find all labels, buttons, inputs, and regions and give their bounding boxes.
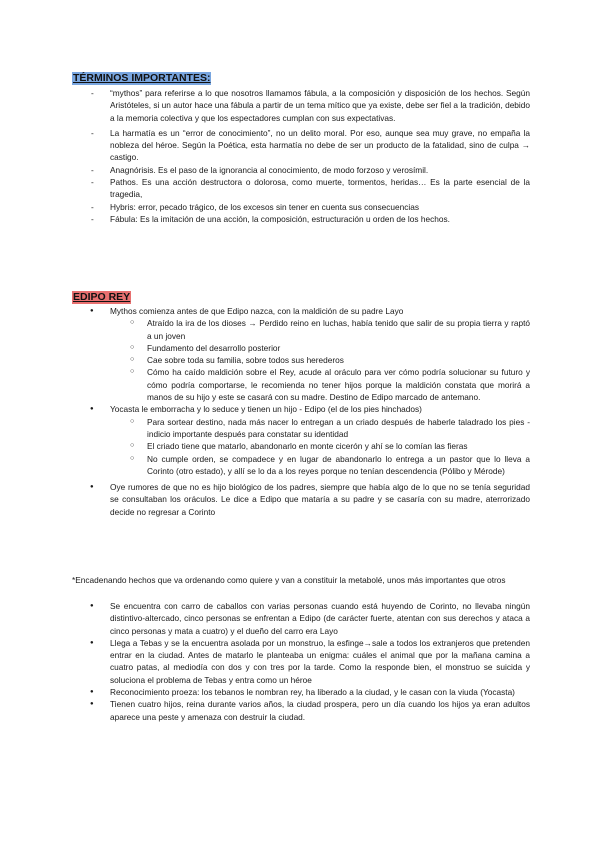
- terminos-heading: TÉRMINOS IMPORTANTES:: [73, 72, 211, 84]
- edipo-heading: EDIPO REY: [73, 291, 131, 303]
- list-item: ● Llega a Tebas y se la encuentra asolada por un monstruo, la esfinge→sale a todos los extranjeros que pretenden entrar en la ciudad. Antes de matarlo le planteaba un enigma: cuáles el animal que por la mañana camina a cuatro patas, al mediodía con dos y con tres por la tarde. Como la responde bien, el monstruo se suicida y soluciona el problema de Tebas y entra como un héroe: [72, 637, 530, 686]
- terminos-list: [72, 87, 530, 225]
- list-item: [72, 305, 530, 403]
- term-pathos: - Pathos. Es una acción destructora o dolorosa, como muerte, tormentos, heridas… Es la parte esencial de la tragedia,: [72, 176, 530, 201]
- term-fabula: - Fábula: Es la imitación de una acción, la composición, estructuración u orden de los hechos.: [72, 213, 530, 225]
- sub-item: ○ El criado tiene que matarlo, abandonarlo en monte cicerón y ahí se lo comían las fieras: [110, 440, 530, 452]
- sub-item: ○ Cae sobre toda su familia, sobre todos sus herederos: [110, 354, 530, 366]
- term-anagnorisis: - Anagnórisis. Es el paso de la ignorancia al conocimiento, de modo forzoso y verosímil.: [72, 164, 530, 176]
- edipo-sublist-1: [110, 317, 530, 403]
- sub-item: ○ Cómo ha caído maldición sobre el Rey, acude al oráculo para ver cómo podría solucionar su futuro y cómo podría comportarse, le recomienda no tener hijos porque la maldición constata que morirá a manos de su hijo y este se casará con su madre. Destino de Edipo marcado de antemano.: [110, 366, 530, 403]
- edipo-list-2: [72, 600, 530, 723]
- edipo-list-1: [72, 305, 530, 518]
- metabole-note: *Encadenando hechos que va ordenando como quiere y van a constituir la metabolé, unos más importantes que otros: [72, 575, 506, 585]
- term-mythos: - “mythos” para referirse a lo que nosotros llamamos fábula, a la composición y disposición de los hechos. Según Aristóteles, si un autor hace una fábula a partir de un tema mítico que ya existe, debe ser fiel a la tradición, debido a la memoria colectiva y que los espectadores cumplan con sus expectativas.: [72, 87, 530, 124]
- term-harmatia: - La harmatía es un “error de conocimiento”, no un delito moral. Por eso, aunque sea muy grave, no empaña la nobleza del héroe. Según la Poética, esta harmatía no debe de ser un producto de la fatalidad, sino de culpa → castigo.: [72, 127, 530, 164]
- edipo-point-mythos: Mythos comienza antes de que Edipo nazca, con la maldición de su padre Layo: [110, 306, 404, 316]
- sub-item: ○ Atraído la ira de los dioses → Perdido reino en luchas, había tenido que salir de su propia tierra y raptó a un joven: [110, 317, 530, 342]
- list-item: ● Reconocimiento proeza: los tebanos le nombran rey, ha liberado a la ciudad, y le casan con la viuda (Yocasta): [72, 686, 530, 698]
- edipo-section: [72, 305, 530, 518]
- edipo-section-2: [72, 600, 530, 723]
- terminos-section: [72, 87, 530, 225]
- term-hybris: - Hybris: error, pecado trágico, de los excesos sin tener en cuenta sus consecuencias: [72, 201, 530, 213]
- sub-item: ○ Para sortear destino, nada más nacer lo entregan a un criado después de haberle taladrado los pies - indicio importante después para constatar su identidad: [110, 416, 530, 441]
- sub-item: ○ No cumple orden, se compadece y en lugar de abandonarlo lo entrega a un pastor que lo lleva a Corinto (otro estado), y allí se lo da a los reyes porque no tenían descendencia (Pólibo y Mérode): [110, 453, 530, 478]
- edipo-sublist-2: [110, 416, 530, 477]
- list-item: [72, 403, 530, 477]
- sub-item: ○ Fundamento del desarrollo posterior: [110, 342, 530, 354]
- edipo-point-yocasta: Yocasta le emborracha y lo seduce y tienen un hijo - Edipo (el de los pies hinchados): [110, 404, 422, 415]
- list-item: ● Se encuentra con carro de caballos con varias personas cuando está huyendo de Corinto, no llevaba ningún distintivo-altercado, cinco personas se enfrentan a Edipo (de carácter fuerte, atentan con sus derechos y ataca a cinco personas y mata a cuatro) y el dueño del carro era Layo: [72, 600, 530, 637]
- edipo-point-rumores: ● Oye rumores de que no es hijo biológico de los padres, siempre que había algo de lo que no se tenía seguridad se consultaban los oráculos. Le dice a Edipo que mataría a su padre y se casaría con su madre, aterrorizado decide no regresar a Corinto: [72, 481, 530, 518]
- list-item: ● Tienen cuatro hijos, reina durante varios años, la ciudad prospera, pero un día cuando los hijos ya eran adultos aparece una peste y amenaza con destruir la ciudad.: [72, 698, 530, 723]
